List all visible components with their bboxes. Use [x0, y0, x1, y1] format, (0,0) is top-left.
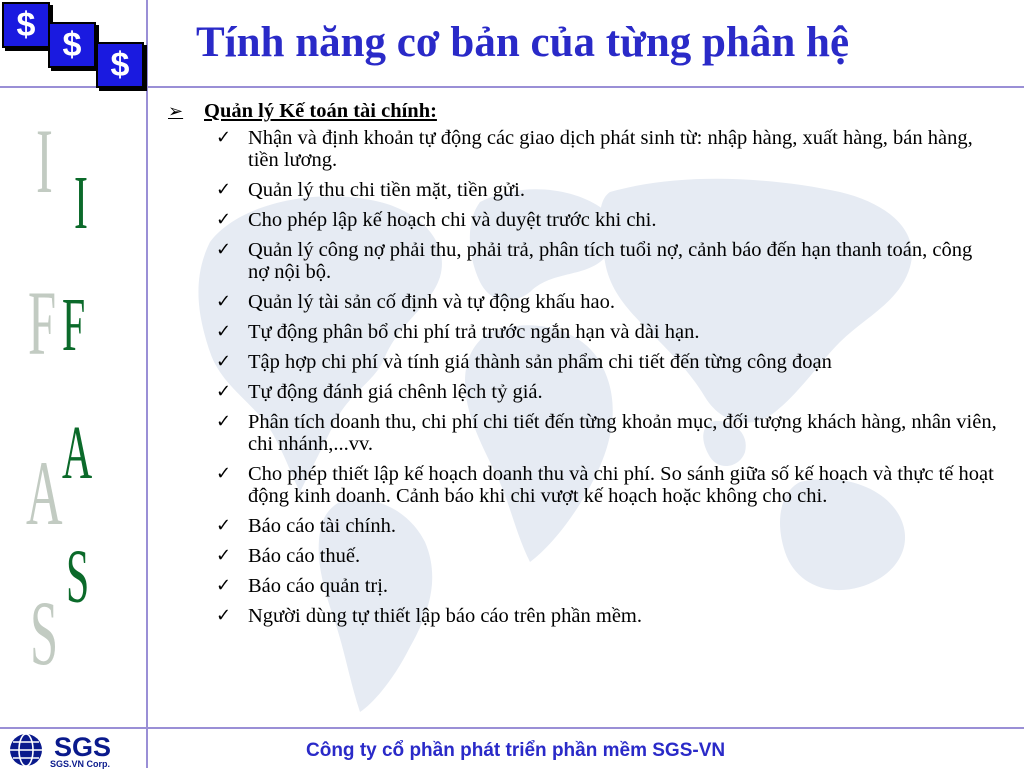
- list-item-text: Cho phép lập kế hoạch chi và duyệt trước khi chi.: [248, 209, 657, 231]
- side-letter-a-green: A: [62, 411, 93, 495]
- checkmark-icon: ✓: [216, 575, 232, 596]
- checkmark-icon: ✓: [216, 463, 232, 484]
- list-item: [216, 291, 998, 313]
- logo-name: SGS: [54, 732, 112, 762]
- side-letter-i-gray: I: [36, 110, 53, 212]
- checkmark-icon: ✓: [216, 351, 232, 372]
- list-item-text: Quản lý thu chi tiền mặt, tiền gửi.: [248, 179, 525, 201]
- list-item: [216, 463, 998, 507]
- frame-bottom-line: [0, 727, 1024, 729]
- feature-content: [168, 100, 998, 635]
- list-item-text: Quản lý tài sản cố định và tự động khấu hao.: [248, 291, 615, 313]
- list-item: [216, 515, 998, 537]
- list-item-text: Báo cáo thuế.: [248, 545, 361, 567]
- checkmark-icon: ✓: [216, 411, 232, 432]
- dollar-logo-box-1: $: [2, 2, 50, 48]
- frame-vertical-line: [146, 0, 148, 768]
- list-item: [216, 545, 998, 567]
- list-item-text: Nhận và định khoản tự động các giao dịch phát sinh từ: nhập hàng, xuất hàng, bán hàng, tiền lương.: [248, 127, 973, 171]
- list-item: [216, 575, 998, 597]
- list-item-text: Người dùng tự thiết lập báo cáo trên phần mềm.: [248, 605, 642, 627]
- checkmark-icon: ✓: [216, 209, 232, 230]
- checkmark-icon: ✓: [216, 291, 232, 312]
- list-item-text: Tự động phân bổ chi phí trả trước ngắn hạn và dài hạn.: [248, 321, 700, 343]
- page-title: Tính năng cơ bản của từng phân hệ: [196, 19, 850, 66]
- logo-subtitle: SGS.VN Corp.: [50, 759, 111, 769]
- checkmark-icon: ✓: [216, 545, 232, 566]
- dollar-logo-box-2: $: [48, 22, 96, 68]
- side-letter-s-green: S: [66, 535, 90, 619]
- list-item: [216, 381, 998, 403]
- list-item-text: Báo cáo quản trị.: [248, 575, 389, 597]
- list-item: [216, 127, 998, 171]
- sgs-logo: [2, 733, 144, 767]
- dollar-logo-box-3: $: [96, 42, 144, 88]
- list-item-text: Báo cáo tài chính.: [248, 515, 397, 537]
- checkmark-icon: ✓: [216, 179, 232, 200]
- globe-icon: [4, 733, 48, 767]
- side-letter-f-gray: F: [28, 272, 57, 374]
- footer-company-name: Công ty cổ phần phát triển phần mềm SGS-VN: [306, 740, 726, 761]
- list-item-text: Quản lý công nợ phải thu, phải trả, phân tích tuổi nợ, cảnh báo đến hạn thanh toán, công nợ nội bộ.: [248, 239, 973, 283]
- list-item: [216, 351, 998, 373]
- list-item-text: Tập hợp chi phí và tính giá thành sản phẩm chi tiết đến từng công đoạn: [248, 351, 832, 373]
- side-letter-s-gray: S: [30, 582, 59, 684]
- side-letter-a-gray: A: [26, 442, 63, 544]
- checkmark-icon: ✓: [216, 127, 232, 148]
- list-item-text: Phân tích doanh thu, chi phí chi tiết đến từng khoản mục, đối tượng khách hàng, nhân viên, chi nhánh,...vv.: [248, 411, 997, 455]
- list-item-text: Cho phép thiết lập kế hoạch doanh thu và chi phí. So sánh giữa số kế hoạch và thực tế hoạt động kinh doanh. Cảnh báo khi chi vượt kế hoạch hoặc không cho chi.: [248, 463, 994, 507]
- list-item: [216, 179, 998, 201]
- checkmark-icon: ✓: [216, 605, 232, 626]
- section-heading-row: [168, 100, 998, 123]
- feature-list: [168, 127, 998, 627]
- list-item: [216, 411, 998, 455]
- side-letter-i-green: I: [74, 161, 88, 245]
- list-item: [216, 209, 998, 231]
- list-item: [216, 321, 998, 343]
- list-item-text: Tự động đánh giá chênh lệch tỷ giá.: [248, 381, 543, 403]
- checkmark-icon: ✓: [216, 239, 232, 260]
- list-item: [216, 605, 998, 627]
- section-heading: Quản lý Kế toán tài chính:: [204, 100, 437, 122]
- checkmark-icon: ✓: [216, 515, 232, 536]
- side-letter-f-green: F: [62, 283, 86, 367]
- list-item: [216, 239, 998, 283]
- checkmark-icon: ✓: [216, 321, 232, 342]
- checkmark-icon: ✓: [216, 381, 232, 402]
- arrow-bullet-icon: ➢: [168, 101, 184, 122]
- frame-top-line: [0, 86, 1024, 88]
